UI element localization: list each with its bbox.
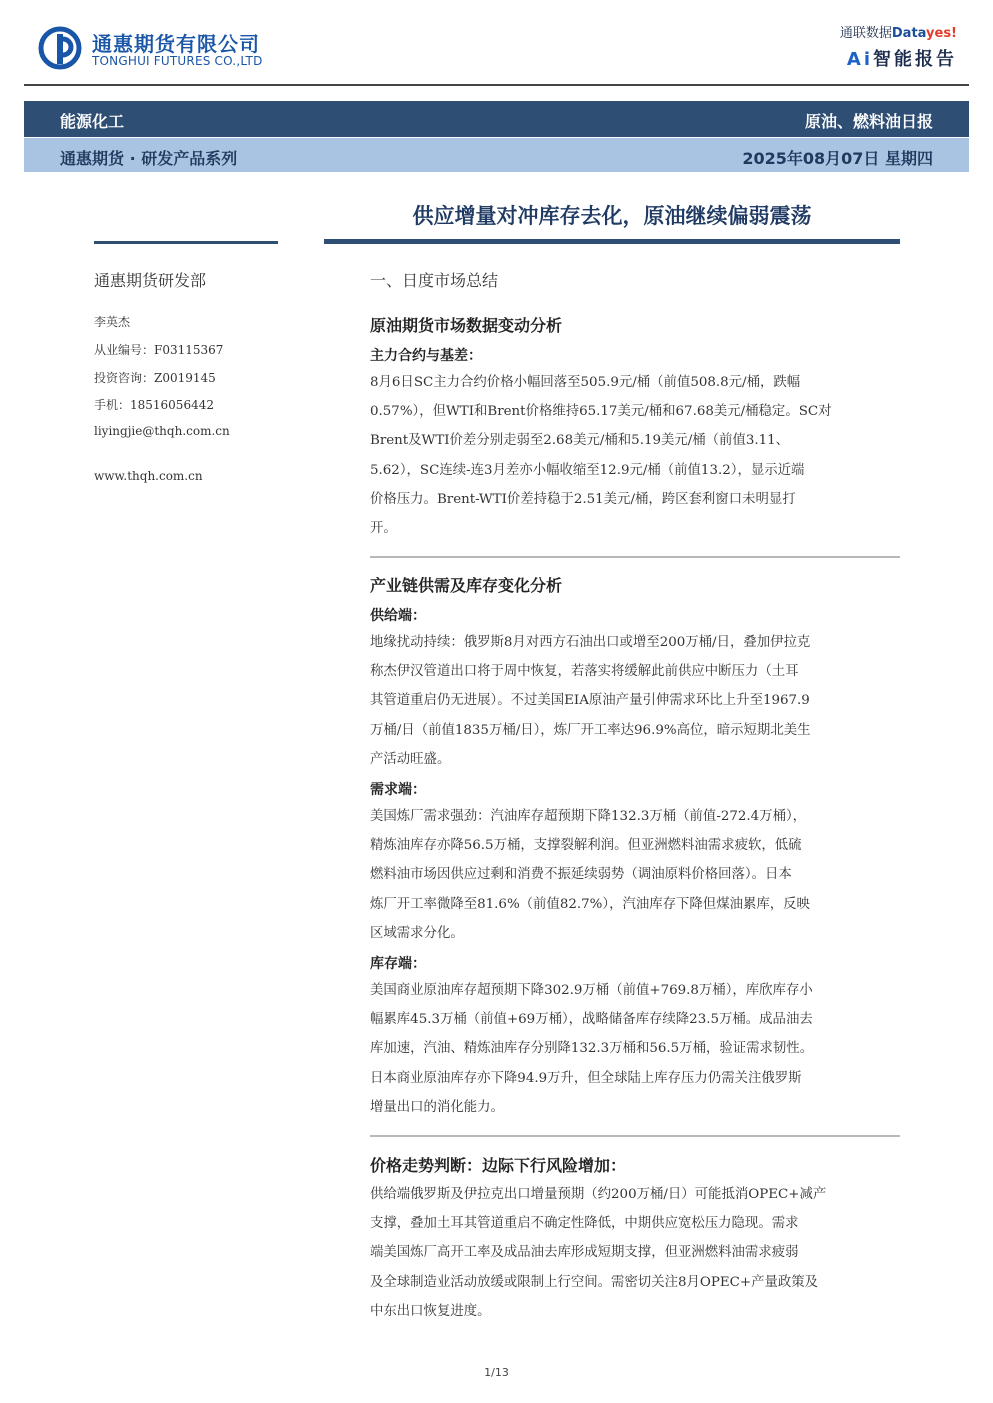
text-line: 其管道重启仍无进展）。不过美国EIA原油产量引伸需求环比上升至1967.9 bbox=[370, 693, 810, 709]
demand-paragraph bbox=[370, 802, 900, 948]
text-line: 区域需求分化。 bbox=[370, 925, 464, 941]
text-line: 幅累库45.3万桶（前值+69万桶），战略储备库存续降23.5万桶。成品油去 bbox=[370, 1012, 813, 1028]
title-rule bbox=[324, 239, 900, 244]
sidebar-rule bbox=[94, 241, 278, 244]
brand-data: Data bbox=[891, 26, 927, 41]
block2-title: 产业链供需及库存变化分析 bbox=[370, 576, 563, 595]
website-link[interactable]: www.thqh.com.cn bbox=[94, 469, 203, 483]
section-separator bbox=[370, 1135, 900, 1137]
department-name: 通惠期货研发部 bbox=[94, 271, 207, 290]
block1-title: 原油期货市场数据变动分析 bbox=[370, 316, 563, 335]
category-label: 能源化工 bbox=[60, 112, 125, 131]
company-name-en: TONGHUI FUTURES CO.,LTD bbox=[92, 54, 263, 68]
report-title: 供应增量对冲库存去化，原油继续偏弱震荡 bbox=[412, 204, 812, 228]
text-line: 增量出口的消化能力。 bbox=[370, 1099, 504, 1115]
report-date: 2025年08月07日 星期四 bbox=[742, 149, 933, 168]
brand-prefix: 通联数据 bbox=[839, 26, 892, 41]
analyst-name: 李英杰 bbox=[94, 315, 131, 329]
brand-line-bottom bbox=[787, 45, 957, 71]
text-line: 5.62），SC连续-连3月差亦小幅收缩至12.9元/桶（前值13.2），显示近端 bbox=[370, 462, 805, 478]
text-line: 支撑，叠加土耳其管道重启不确定性降低，中期供应宽松压力隐现。需求 bbox=[370, 1216, 799, 1232]
section-heading: 一、日度市场总结 bbox=[370, 271, 499, 290]
text-line: 称杰伊汉管道出口将于周中恢复，若落实将缓解此前供应中断压力（土耳 bbox=[370, 664, 799, 680]
demand-label: 需求端： bbox=[370, 782, 426, 798]
report-type-label: 原油、燃料油日报 bbox=[804, 112, 933, 131]
category-bar bbox=[24, 101, 969, 137]
cert-number: 从业编号：F03115367 bbox=[94, 343, 224, 357]
text-line: 开。 bbox=[370, 521, 397, 537]
text-line: 0.57%），但WTI和Brent价格维持65.17美元/桶和67.68美元/桶稳定。SC对 bbox=[370, 404, 832, 420]
text-line: 产活动旺盛。 bbox=[370, 751, 451, 767]
supply-label: 供给端： bbox=[370, 608, 426, 624]
email-link[interactable]: liyingjie@thqh.com.cn bbox=[94, 424, 230, 438]
text-line: 价格压力。Brent-WTI价差持稳于2.51美元/桶，跨区套利窗口未明显打 bbox=[370, 491, 796, 507]
brand-report: 智能报告 bbox=[873, 49, 957, 70]
block1-sub: 主力合约与基差： bbox=[370, 348, 482, 364]
text-line: 端美国炼厂高开工率及成品油去库形成短期支撑，但亚洲燃料油需求疲弱 bbox=[370, 1245, 799, 1261]
phone-number: 手机：18516056442 bbox=[94, 398, 214, 412]
text-line: 美国商业原油库存超预期下降302.9万桶（前值+769.8万桶），库欣库存小 bbox=[370, 983, 813, 998]
text-line: 中东出口恢复进度。 bbox=[370, 1303, 491, 1319]
text-line: 地缘扰动持续：俄罗斯8月对西方石油出口或增至200万桶/日，叠加伊拉克 bbox=[370, 635, 811, 650]
brand-yes: yes! bbox=[926, 26, 957, 41]
page-number: 1/13 bbox=[484, 1366, 509, 1379]
company-logo bbox=[38, 26, 278, 72]
inventory-label: 库存端： bbox=[370, 956, 426, 972]
inventory-paragraph bbox=[370, 976, 900, 1122]
datayes-brand bbox=[787, 22, 957, 74]
text-line: 及全球制造业活动放缓或限制上行空间。需密切关注8月OPEC+产量政策及 bbox=[370, 1274, 819, 1290]
text-line: 库加速，汽油、精炼油库存分别降132.3万桶和56.5万桶，验证需求韧性。 bbox=[370, 1041, 814, 1057]
text-line: 美国炼厂需求强劲：汽油库存超预期下降132.3万桶（前值-272.4万桶）， bbox=[370, 809, 807, 824]
text-line: 燃料油市场因供应过剩和消费不振延续弱势（调油原料价格回落）。日本 bbox=[370, 867, 792, 883]
block3-title: 价格走势判断：边际下行风险增加： bbox=[370, 1156, 627, 1175]
text-line: 供给端俄罗斯及伊拉克出口增量预期（约200万桶/日）可能抵消OPEC+减产 bbox=[370, 1187, 827, 1202]
brand-line-top bbox=[787, 22, 957, 41]
series-label: 通惠期货 · 研发产品系列 bbox=[60, 149, 238, 168]
block3-paragraph bbox=[370, 1180, 900, 1326]
advisory-number: 投资咨询：Z0019145 bbox=[94, 371, 216, 385]
supply-paragraph bbox=[370, 628, 900, 774]
block1-paragraph bbox=[370, 368, 900, 543]
tonghui-logo-icon bbox=[38, 26, 82, 70]
brand-ai: Ai bbox=[846, 49, 873, 70]
text-line: Brent及WTI价差分别走弱至2.68美元/桶和5.19美元/桶（前值3.11、 bbox=[370, 433, 790, 449]
company-name-cn: 通惠期货有限公司 bbox=[92, 32, 260, 56]
text-line: 8月6日SC主力合约价格小幅回落至505.9元/桶（前值508.8元/桶，跌幅 bbox=[370, 375, 801, 390]
header-divider bbox=[24, 84, 969, 86]
text-line: 精炼油库存亦降56.5万桶，支撑裂解利润。但亚洲燃料油需求疲软，低硫 bbox=[370, 838, 802, 854]
text-line: 炼厂开工率微降至81.6%（前值82.7%），汽油库存下降但煤油累库，反映 bbox=[370, 896, 810, 912]
series-bar bbox=[24, 138, 969, 172]
section-separator bbox=[370, 556, 900, 558]
text-line: 万桶/日（前值1835万桶/日），炼厂开工率达96.9%高位，暗示短期北美生 bbox=[370, 722, 811, 738]
text-line: 日本商业原油库存亦下降94.9万升，但全球陆上库存压力仍需关注俄罗斯 bbox=[370, 1070, 802, 1086]
